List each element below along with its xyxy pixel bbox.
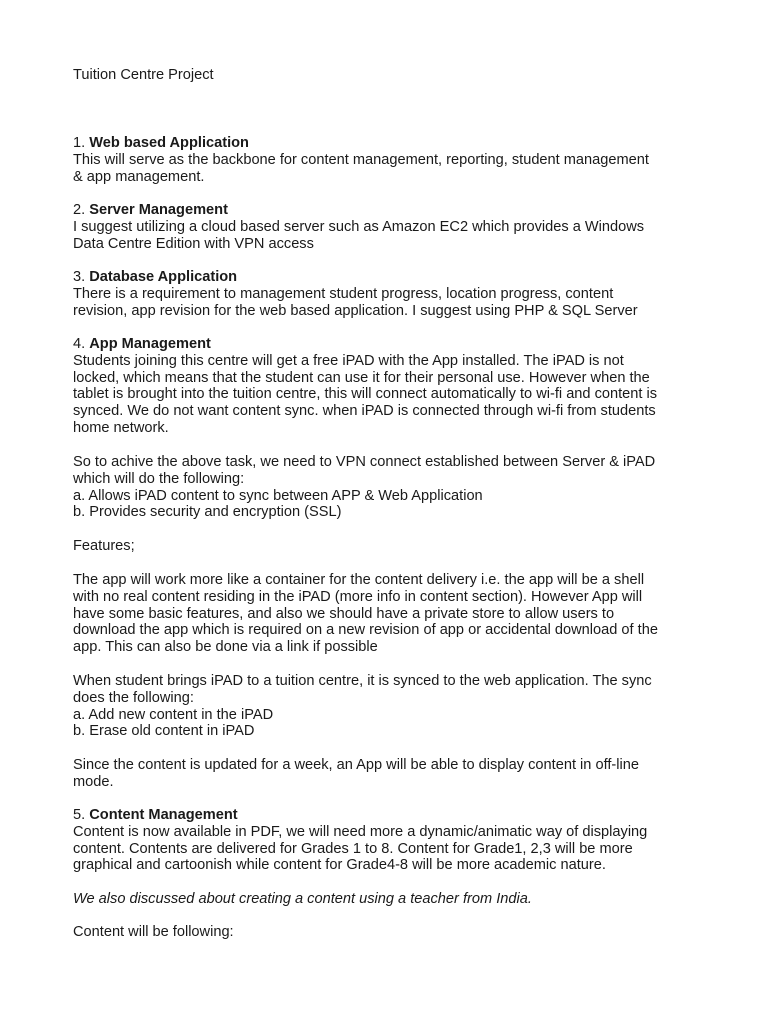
paragraph-line: There is a requirement to management student progress, location progress, content xyxy=(73,285,614,302)
section-heading xyxy=(73,336,733,353)
section-heading xyxy=(73,807,733,824)
document-title: Tuition Centre Project xyxy=(73,67,214,83)
italic-note: We also discussed about creating a content using a teacher from India. xyxy=(73,891,532,907)
paragraph-line: Data Centre Edition with VPN access xyxy=(73,235,314,252)
section-database-application xyxy=(73,269,733,319)
paragraph-line: app. This can also be done via a link if possible xyxy=(73,639,378,656)
paragraph-line: When student brings iPAD to a tuition centre, it is synced to the web application. The sync xyxy=(73,673,652,689)
section-content-management xyxy=(73,807,733,874)
paragraph-line: content. Contents are delivered for Grades 1 to 8. Content for Grade1, 2,3 will be more xyxy=(73,840,633,857)
section-heading xyxy=(73,269,733,286)
paragraph-line: tablet is brought into the tuition centre, this will connect automatically to wi-fi and content is xyxy=(73,386,658,403)
paragraph-line: revision, app revision for the web based application. I suggest using PHP & SQL Server xyxy=(73,302,638,319)
paragraph-line: does the following: xyxy=(73,689,194,706)
section-title: Web based Application xyxy=(89,135,249,151)
paragraph-line: Since the content is updated for a week, an App will be able to display content in off-line xyxy=(73,757,640,773)
paragraph-line: download the app which is required on a new revision of app or accidental download of the xyxy=(73,622,658,639)
section-title: App Management xyxy=(89,336,211,352)
section-server-management xyxy=(73,202,733,252)
paragraph-line: locked, which means that the student can use it for their personal use. However when the xyxy=(73,369,650,386)
paragraph-line: & app management. xyxy=(73,168,205,185)
paragraph-line: synced. We do not want content sync. when iPAD is connected through wi-fi from students xyxy=(73,403,656,420)
section-app-management xyxy=(73,336,733,437)
paragraph-line: I suggest utilizing a cloud based server such as Amazon EC2 which provides a Windows xyxy=(73,218,645,235)
paragraph-line: graphical and cartoonish while content for Grade4-8 will be more academic nature. xyxy=(73,857,606,874)
paragraph-line: Students joining this centre will get a free iPAD with the App installed. The iPAD is not xyxy=(73,352,624,369)
section-title: Content Management xyxy=(89,807,238,823)
section-title: Database Application xyxy=(89,269,238,285)
section-title: Server Management xyxy=(89,202,228,218)
paragraph-line: mode. xyxy=(73,773,114,790)
section-number: 3. xyxy=(73,269,86,285)
section-number: 4. xyxy=(73,336,86,352)
paragraph-line: Content is now available in PDF, we will need more a dynamic/animatic way of displaying xyxy=(73,823,648,840)
section-heading xyxy=(73,202,733,219)
paragraph-line: Content will be following: xyxy=(73,924,234,940)
list-item: b. Provides security and encryption (SSL) xyxy=(73,504,342,521)
section-number: 5. xyxy=(73,807,86,823)
paragraph-line: which will do the following: xyxy=(73,470,245,487)
features-label xyxy=(73,538,733,555)
list-item: a. Add new content in the iPAD xyxy=(73,706,274,723)
paragraph-line: home network. xyxy=(73,419,169,436)
section-heading xyxy=(73,135,733,152)
paragraph-following xyxy=(73,924,733,941)
paragraph-offline xyxy=(73,757,733,791)
paragraph-line: Features; xyxy=(73,538,135,554)
paragraph-line: have some basic features, and also we should have a private store to allow users to xyxy=(73,605,615,622)
paragraph-line: This will serve as the backbone for content management, reporting, student management xyxy=(73,151,649,168)
paragraph-teacher xyxy=(73,891,733,908)
paragraph-line: So to achive the above task, we need to VPN connect established between Server & iPAD xyxy=(73,454,656,470)
paragraph-container xyxy=(73,572,733,656)
section-number: 1. xyxy=(73,135,86,151)
list-item: b. Erase old content in iPAD xyxy=(73,723,255,740)
paragraph-vpn xyxy=(73,454,733,521)
section-number: 2. xyxy=(73,202,86,218)
paragraph-sync xyxy=(73,673,733,740)
paragraph-line: The app will work more like a container for the content delivery i.e. the app will be a shell xyxy=(73,572,645,588)
list-item: a. Allows iPAD content to sync between APP & Web Application xyxy=(73,487,483,504)
paragraph-line: with no real content residing in the iPAD (more info in content section). However App will xyxy=(73,588,643,605)
section-web-application xyxy=(73,135,733,185)
